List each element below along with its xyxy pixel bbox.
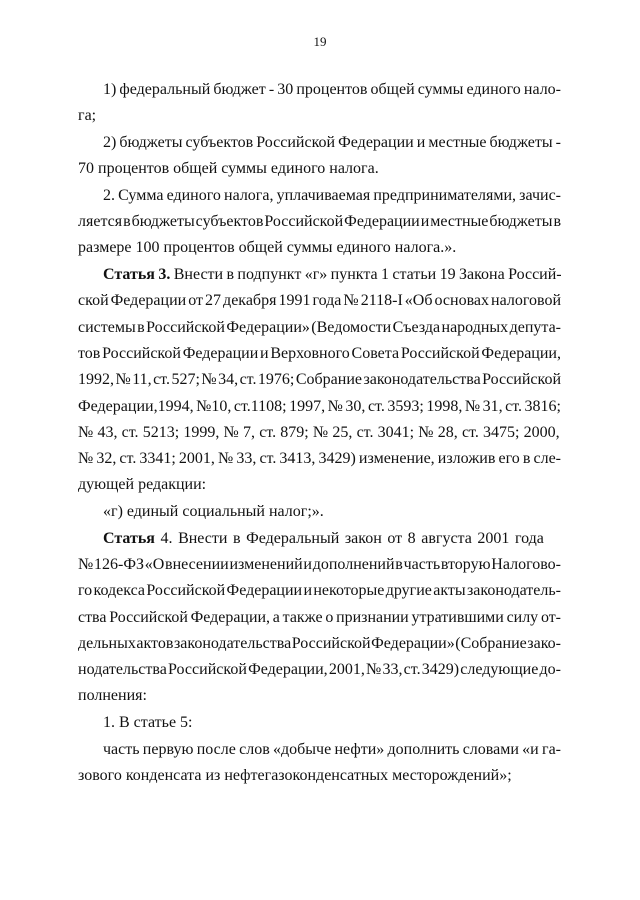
line-text: ской Федерации от 27 декабря 1991 года № 2118-I «Об основах налоговой: [78, 292, 562, 309]
text-line: [78, 397, 561, 417]
text-line: [78, 212, 561, 232]
line-text: дельных актов законодательства Российской Федерации» (Собрание зако-: [78, 635, 562, 652]
text-line: [78, 475, 206, 495]
line-text: Федерации,1994, №10, ст.1108; 1997, № 30, ст. 3593; 1998, № 31, ст. 3816;: [78, 398, 561, 415]
line-text: «г) единый социальный налог;».: [103, 503, 324, 520]
line-text: часть первую после слов «добыче нефти» дополнить словами «и га-: [103, 741, 562, 758]
text-line: [78, 634, 561, 654]
line-text: 2) бюджеты субъектов Российской Федерации и местные бюджеты -: [103, 134, 561, 151]
line-text: Внести в подпункт «г» пункта 1 статьи 19 Закона Россий-: [170, 266, 562, 283]
line-text: № 32, ст. 3341; 2001, № 33, ст. 3413, 3429) изменение, изложив его в сле-: [78, 450, 561, 467]
line-text: дующей редакции:: [78, 476, 207, 493]
text-line: [78, 291, 561, 311]
text-line: [78, 238, 456, 258]
text-line: [78, 159, 379, 179]
text-line: [103, 265, 562, 285]
text-line: [103, 529, 544, 549]
text-line: [78, 370, 561, 390]
line-text: 70 процентов общей суммы единого налога.: [78, 160, 379, 177]
line-text: 1992, № 11, ст. 527; № 34, ст. 1976; Собрание законодательства Российской: [78, 371, 562, 388]
text-line: [103, 186, 561, 206]
line-text: 2. Сумма единого налога, уплачиваемая предпринимателями, зачис-: [103, 187, 561, 204]
line-text: тов Российской Федерации и Верховного Совета Российской Федерации,: [78, 345, 561, 362]
line-text: 4. Внести в Федеральный закон от 8 августа 2001 года: [154, 530, 544, 547]
line-text: га;: [78, 107, 97, 124]
text-line: [78, 581, 561, 601]
line-text: № 126-ФЗ «О внесении изменений и дополнений в часть вторую Налогово-: [78, 556, 562, 573]
line-text: размере 100 процентов общей суммы единого налога.».: [78, 239, 457, 256]
line-text: 1) федеральный бюджет - 30 процентов общей суммы единого нало-: [103, 81, 562, 98]
text-line: [78, 766, 512, 786]
text-line: [78, 449, 561, 469]
text-line: [78, 318, 561, 338]
text-line: [103, 713, 192, 733]
line-text: нодательства Российской Федерации, 2001, № 33, ст. 3429) следующие до-: [78, 661, 562, 678]
line-text: полнения:: [78, 687, 147, 704]
text-line: [78, 423, 560, 443]
line-text: ства Российской Федерации, а также о признании утратившими силу от-: [78, 609, 561, 626]
text-line: [103, 502, 324, 522]
text-line: [78, 344, 561, 364]
article-heading: Статья: [103, 530, 155, 547]
line-text: го кодекса Российской Федерации и некоторые другие акты законодатель-: [78, 582, 561, 599]
text-line: [103, 133, 561, 153]
text-line: [78, 660, 561, 680]
page-number: 19: [313, 34, 327, 49]
line-text: № 43, ст. 5213; 1999, № 7, ст. 879; № 25, ст. 3041; № 28, ст. 3475; 2000,: [78, 424, 560, 441]
text-line: [78, 686, 147, 706]
text-line: [78, 106, 96, 126]
line-text: 1. В статье 5:: [103, 714, 193, 731]
text-line: [78, 608, 561, 628]
article-heading: Статья 3.: [103, 266, 171, 283]
text-line: [103, 80, 561, 100]
line-text: системы в Российской Федерации» (Ведомости Съезда народных депута-: [78, 319, 562, 336]
line-text: зового конденсата из нефтегазоконденсатных месторождений»;: [78, 767, 512, 784]
text-line: [103, 740, 561, 760]
line-text: ляется в бюджеты субъектов Российской Федерации и местные бюджеты в: [78, 213, 561, 230]
text-line: [78, 555, 561, 575]
